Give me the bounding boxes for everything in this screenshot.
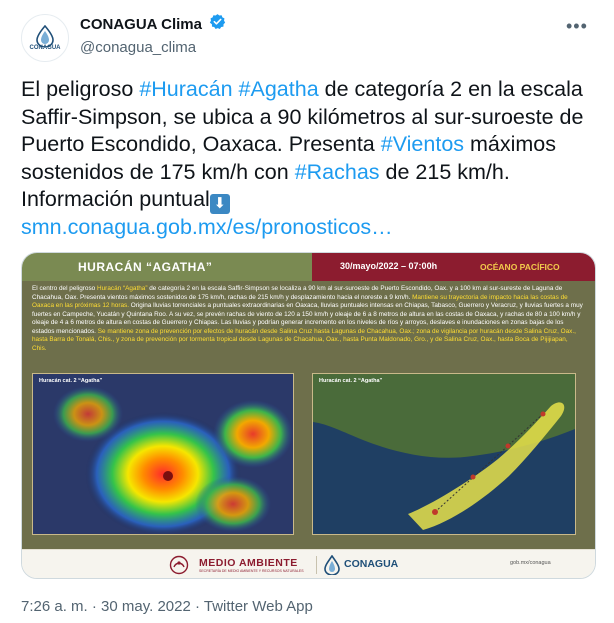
hashtag-agatha[interactable]: #Agatha bbox=[238, 77, 319, 101]
media-footer bbox=[22, 549, 595, 579]
footer-divider bbox=[316, 556, 317, 574]
conagua-logo-icon bbox=[33, 25, 57, 47]
media-text: El centro del peligroso bbox=[32, 285, 98, 292]
tweet-text-segment: El peligroso bbox=[21, 77, 140, 101]
media-paragraph bbox=[32, 285, 583, 353]
conagua-footer-logo-icon bbox=[323, 555, 341, 575]
media-header bbox=[22, 253, 595, 281]
down-arrow-emoji-icon: ⬇ bbox=[210, 194, 230, 214]
footer-social: gob.mx/conagua bbox=[510, 560, 551, 566]
hashtag-vientos[interactable]: #Vientos bbox=[380, 132, 465, 156]
tweet-text bbox=[21, 76, 601, 242]
media-body bbox=[22, 281, 595, 549]
avatar[interactable] bbox=[21, 14, 69, 62]
media-text-highlight: Huracán “Agatha” bbox=[97, 285, 148, 292]
media-text: de categoría 2 en la escala Saffir-Simpson se localiza a 90 km al sur-suroeste de Puerto Escondido, Oax. y a 100 km al sur-sureste de Laguna de Chacahua, Oax. Presenta vientos máximos sostenidos de 175 km/h, rachas de 215 km/h y desplazamiento hacia el noreste a 9 km/h. bbox=[32, 285, 563, 301]
government-seal-icon bbox=[168, 555, 190, 575]
tweet-timestamp[interactable]: 7:26 a. m. · 30 may. 2022 · Twitter Web App bbox=[21, 598, 313, 615]
tweet-text-segment: de categoría 2 en la escala Saffir-Simpson, se ubica a 90 kilómetros al sur-suroeste de Puerto Escondido, Oaxaca. Presenta bbox=[21, 77, 584, 156]
media-text-highlight: Se mantiene zona de prevención por efectos de huracán desde Salina Cruz hasta Lagunas de Chacahua, Oax.; zona de vigilancia por huracán desde Salina Cruz, Oax., hasta Barra de Tonalá, Chis., y zona de prevención por tormenta tropical desde Lagunas de Chacahua, Oax., hasta Punta Maldonado, Gro., y de Salina Cruz, Oax., hasta Boca de Pijijiapan, Chis. bbox=[32, 327, 576, 352]
track-map-graphic bbox=[313, 374, 575, 534]
media-image[interactable] bbox=[21, 252, 596, 579]
media-text-highlight: Mantiene su trayectoria de impacto hacia las costas de Oaxaca en las próximas 12 horas. bbox=[32, 293, 568, 309]
footer-medio-ambiente-sub: SECRETARÍA DE MEDIO AMBIENTE Y RECURSOS NATURALES bbox=[199, 569, 304, 573]
satellite-label: Huracán cat. 2 “Agatha” bbox=[39, 378, 103, 384]
hashtag-rachas[interactable]: #Rachas bbox=[294, 159, 380, 184]
tweet-text-segment: de 215 km/h. Información puntual bbox=[21, 159, 510, 211]
more-options-icon[interactable]: ••• bbox=[566, 16, 588, 36]
avatar-label: CONAGUA bbox=[29, 45, 61, 51]
author-block bbox=[80, 13, 226, 56]
media-title: HURACÁN “AGATHA” bbox=[78, 260, 213, 274]
track-map bbox=[312, 373, 576, 535]
satellite-image bbox=[32, 373, 294, 535]
media-date: 30/mayo/2022 – 07:00h bbox=[340, 261, 438, 271]
satellite-graphic bbox=[33, 374, 293, 534]
track-map-label: Huracán cat. 2 “Agatha” bbox=[319, 378, 383, 384]
media-text: Origina lluvias torrenciales a puntuales extraordinarias en Oaxaca, lluvias puntuales intensas en Chiapas, Tabasco, Guerrero y Veracruz, y lluvias fuertes a muy fuertes en Campeche, Yucatán y Quintana Roo. A su vez, se prevén rachas de viento de 120 a 150 km/h y oleaje de 6 a 8 metros de altura en las costas de Oaxaca, y rachas de 80 a 100 km/h y oleaje de 4 a 6 metros de altura en costas de Guerrero y Chiapas. Las lluvias y podrían generar incremento en los niveles de ríos y arroyos, deslaves e inundaciones en zonas bajas de los estados mencionados. bbox=[32, 302, 583, 335]
tweet-text-segment: máximos sostenidos de 175 km/h con bbox=[21, 132, 557, 184]
handle[interactable]: @conagua_clima bbox=[80, 39, 197, 56]
display-name[interactable]: CONAGUA Clima bbox=[80, 15, 202, 33]
footer-medio-ambiente: MEDIO AMBIENTE bbox=[199, 557, 298, 569]
hashtag-huracan[interactable]: #Huracán bbox=[139, 77, 233, 101]
footer-conagua: CONAGUA bbox=[344, 558, 399, 570]
media-ocean: OCÉANO PACÍFICO bbox=[480, 262, 560, 272]
tweet-link[interactable]: smn.conagua.gob.mx/es/pronosticos… bbox=[21, 215, 393, 239]
verified-badge-icon bbox=[209, 13, 226, 35]
